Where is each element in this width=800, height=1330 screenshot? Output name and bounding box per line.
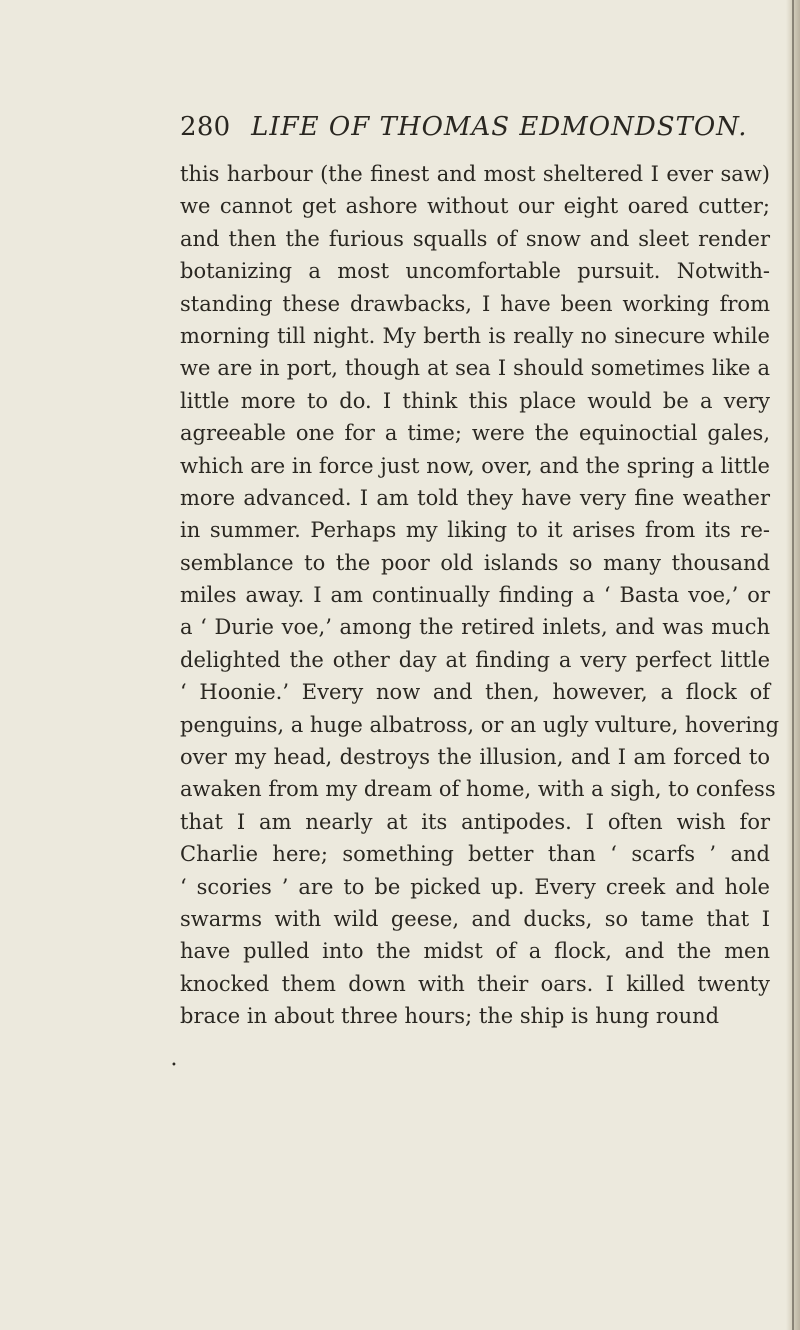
- running-title: LIFE OF THOMAS EDMONDSTON.: [251, 112, 748, 142]
- text-line: over my head, destroys the illusion, and I am forced to: [180, 745, 770, 770]
- text-line: a ‘ Durie voe,’ among the retired inlets, and was much: [180, 615, 770, 640]
- text-line: that I am nearly at its antipodes. I often wish for: [180, 809, 770, 834]
- text-line: semblance to the poor old islands so many thousand: [180, 550, 770, 575]
- text-line: penguins, a huge albatross, or an ugly vulture, hovering: [180, 712, 780, 737]
- page-edge-line: [792, 0, 794, 1330]
- text-line: more advanced. I am told they have very fine weather: [180, 485, 770, 510]
- text-line: we are in port, though at sea I should sometimes like a: [180, 356, 770, 381]
- text-line: awaken from my dream of home, with a sigh, to confess: [180, 777, 776, 802]
- page-number: 280: [180, 112, 231, 142]
- page-header: [180, 112, 748, 142]
- text-line: delighted the other day at finding a very perfect little: [180, 647, 770, 672]
- body-text: [180, 158, 780, 1033]
- text-line: ‘ scories ’ are to be picked up. Every creek and hole: [180, 874, 770, 899]
- text-line: little more to do. I think this place would be a very: [180, 388, 770, 413]
- text-line: agreeable one for a time; were the equinoctial gales,: [180, 421, 770, 446]
- text-line: which are in force just now, over, and the spring a little: [180, 453, 770, 478]
- text-line: we cannot get ashore without our eight oared cutter;: [180, 194, 770, 219]
- text-line: miles away. I am continually finding a ‘ Basta voe,’ or: [180, 583, 770, 608]
- stray-mark: •: [171, 1060, 177, 1071]
- text-line: ‘ Hoonie.’ Every now and then, however, a flock of: [180, 680, 770, 705]
- text-line: brace in about three hours; the ship is hung round: [180, 1004, 720, 1029]
- text-line: have pulled into the midst of a flock, and the men: [180, 939, 770, 964]
- text-line: this harbour (the finest and most sheltered I ever saw): [180, 162, 770, 186]
- text-line: botanizing a most uncomfortable pursuit. Notwith-: [180, 259, 770, 284]
- text-line: Charlie here; something better than ‘ scarfs ’ and: [180, 842, 770, 867]
- text-line: knocked them down with their oars. I killed twenty: [180, 971, 770, 996]
- text-line: morning till night. My berth is really no sinecure while: [180, 323, 770, 348]
- text-line: swarms with wild geese, and ducks, so tame that I: [180, 906, 770, 931]
- text-line: standing these drawbacks, I have been working from: [180, 291, 770, 316]
- text-line: in summer. Perhaps my liking to it arises from its re-: [180, 518, 770, 543]
- text-line: and then the furious squalls of snow and sleet render: [180, 226, 770, 251]
